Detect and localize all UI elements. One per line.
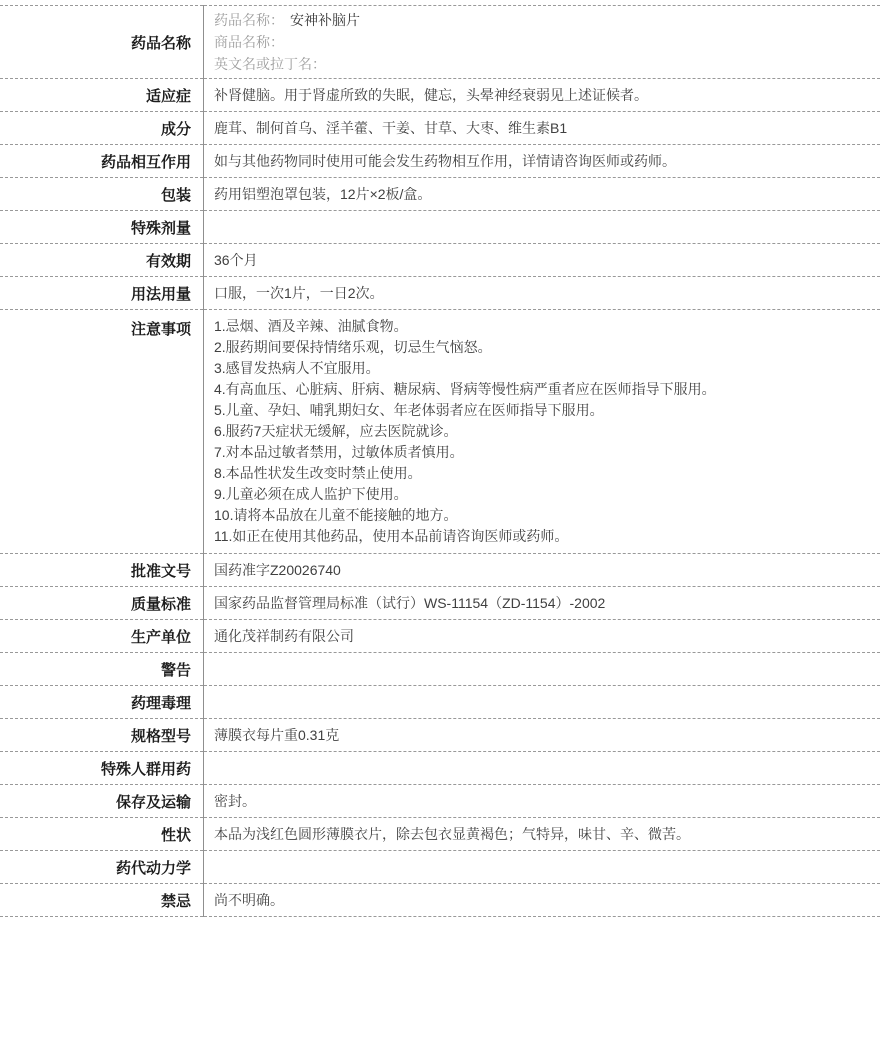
row-label: 禁忌 [0,884,204,917]
note-line: 3.感冒发热病人不宜服用。 [214,360,380,376]
row-label: 有效期 [0,244,204,277]
note-line: 5.儿童、孕妇、哺乳期妇女、年老体弱者应在医师指导下服用。 [214,402,604,418]
table-row [0,211,880,244]
row-label: 质量标准 [0,587,204,620]
row-label: 适应症 [0,79,204,112]
note-line: 4.有高血压、心脏病、肝病、糖尿病、肾病等慢性病严重者应在医师指导下服用。 [214,381,716,397]
drug-name-line [214,31,870,53]
row-value-text: 通化茂祥制药有限公司 [214,628,354,644]
row-label: 用法用量 [0,277,204,310]
note-line: 7.对本品过敏者禁用，过敏体质者慎用。 [214,444,464,460]
row-value [204,719,880,752]
table-row [0,884,880,917]
row-value-text: 如与其他药物同时使用可能会发生药物相互作用，详情请咨询医师或药师。 [214,153,676,169]
row-value [204,851,880,884]
row-value [204,785,880,818]
row-value [204,178,880,211]
table-row [0,554,880,587]
table-row [0,653,880,686]
row-value-text: 补肾健脑。用于肾虚所致的失眠，健忘，头晕神经衰弱见上述证候者。 [214,87,648,103]
row-value [204,587,880,620]
table-row [0,277,880,310]
row-label: 批准文号 [0,554,204,587]
row-label: 规格型号 [0,719,204,752]
note-line: 10.请将本品放在儿童不能接触的地方。 [214,507,458,523]
row-value-text: 36个月 [214,252,258,268]
field-key: 商品名称： [214,34,284,50]
table-row [0,178,880,211]
table-row [0,6,880,79]
field-key: 英文名或拉丁名： [214,56,326,72]
table-row [0,244,880,277]
note-line: 1.忌烟、酒及辛辣、油腻食物。 [214,318,408,334]
note-line: 6.服药7天症状无缓解，应去医院就诊。 [214,423,458,439]
row-label: 药品名称 [0,6,204,79]
table-row [0,620,880,653]
row-value-text: 尚不明确。 [214,892,284,908]
row-value [204,620,880,653]
note-line: 2.服药期间要保持情绪乐观，切忌生气恼怒。 [214,339,492,355]
row-value [204,884,880,917]
table-row [0,145,880,178]
drug-info-table [0,5,880,917]
table-row [0,818,880,851]
drug-info-table-body [0,6,880,917]
row-value-text: 国药准字Z20026740 [214,562,341,578]
table-row [0,752,880,785]
table-row [0,310,880,554]
table-row [0,851,880,884]
row-value [204,818,880,851]
row-label: 成分 [0,112,204,145]
row-value [204,244,880,277]
row-value-text: 国家药品监督管理局标准（试行）WS-11154（ZD-1154）-2002 [214,595,606,611]
field-key: 药品名称： [214,12,284,28]
row-value [204,79,880,112]
row-value [204,277,880,310]
table-row [0,785,880,818]
note-line: 9.儿童必须在成人监护下使用。 [214,486,408,502]
table-row [0,719,880,752]
row-label: 性状 [0,818,204,851]
row-value-text: 薄膜衣每片重0.31克 [214,727,340,743]
table-row [0,587,880,620]
field-value: 安神补脑片 [290,12,360,28]
row-value [204,752,880,785]
row-value [204,686,880,719]
drug-name-line [214,53,870,75]
row-value [204,6,880,79]
row-value-text: 口服，一次1片，一日2次。 [214,285,384,301]
row-value-text: 鹿茸、制何首乌、淫羊藿、干姜、甘草、大枣、维生素B1 [214,120,568,136]
drug-name-line [214,9,870,31]
row-value [204,554,880,587]
note-line: 8.本品性状发生改变时禁止使用。 [214,465,422,481]
row-label: 警告 [0,653,204,686]
row-value [204,310,880,554]
row-value [204,211,880,244]
row-label: 药品相互作用 [0,145,204,178]
row-label: 生产单位 [0,620,204,653]
row-label: 特殊人群用药 [0,752,204,785]
row-label: 特殊剂量 [0,211,204,244]
row-value [204,653,880,686]
note-line: 11.如正在使用其他药品，使用本品前请咨询医师或药师。 [214,528,569,544]
table-row [0,112,880,145]
table-row [0,79,880,112]
table-row [0,686,880,719]
row-label: 药代动力学 [0,851,204,884]
row-label: 药理毒理 [0,686,204,719]
row-value [204,145,880,178]
row-label: 包装 [0,178,204,211]
row-value [204,112,880,145]
row-label: 保存及运输 [0,785,204,818]
row-value-text: 药用铝塑泡罩包装，12片×2板/盒。 [214,186,432,202]
row-label: 注意事项 [0,310,204,554]
row-value-text: 密封。 [214,793,256,809]
row-value-text: 本品为浅红色圆形薄膜衣片，除去包衣显黄褐色；气特异，味甘、辛、微苦。 [214,826,690,842]
